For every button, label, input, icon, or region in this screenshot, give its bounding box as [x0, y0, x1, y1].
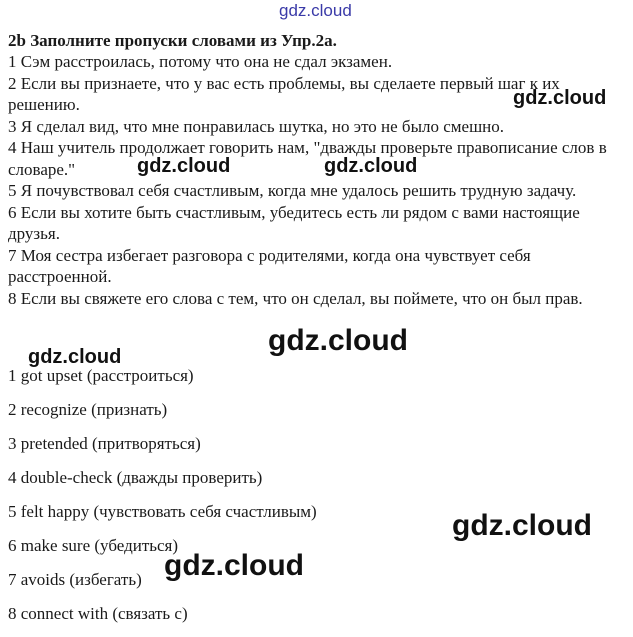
sentence-8: 8 Если вы свяжете его слова с тем, что он сделал, вы поймете, что он был прав. — [8, 288, 583, 308]
answer-1: 1 got upset (расстроиться) — [8, 366, 194, 385]
watermark: gdz.cloud — [164, 549, 304, 582]
watermark: gdz.cloud — [452, 509, 592, 542]
answer-2: 2 recognize (признать) — [8, 400, 168, 419]
answer-4: 4 double-check (дважды проверить) — [8, 468, 263, 487]
answer-list — [8, 365, 317, 637]
answer-6: 6 make sure (убедиться) — [8, 536, 179, 555]
answer-3: 3 pretended (притворяться) — [8, 434, 201, 453]
watermark: gdz.cloud — [513, 87, 607, 109]
sentence-6: 6 Если вы хотите быть счастливым, убедитесь есть ли рядом с вами настоящие друзья. — [8, 202, 580, 243]
answer-8: 8 connect with (связать с) — [8, 604, 188, 623]
watermark: gdz.cloud — [324, 155, 418, 177]
answer-5: 5 felt happy (чувствовать себя счастливым) — [8, 502, 317, 521]
sentence-1: 1 Сэм расстроилась, потому что она не сдал экзамен. — [8, 52, 393, 71]
watermark-top: gdz.cloud — [279, 1, 352, 20]
watermark: gdz.cloud — [28, 346, 122, 368]
sentence-5: 5 Я почувствовал себя счастливым, когда мне удалось решить трудную задачу. — [8, 181, 577, 200]
sentence-4: 4 Наш учитель продолжает говорить нам, "дважды проверьте правописание слов в словаре." — [8, 138, 607, 179]
watermark: gdz.cloud — [268, 324, 408, 357]
sentence-7: 7 Моя сестра избегает разговора с родителями, когда она чувствует себя расстроенной. — [8, 245, 531, 286]
exercise-body — [8, 30, 626, 309]
watermark: gdz.cloud — [137, 155, 231, 177]
sentence-3: 3 Я сделал вид, что мне понравилась шутка, но это не было смешно. — [8, 116, 505, 136]
answer-7: 7 avoids (избегать) — [8, 570, 142, 589]
sentence-2: 2 Если вы признаете, что у вас есть проблемы, вы сделаете первый шаг к их решению. — [8, 73, 560, 114]
exercise-heading: 2b Заполните пропуски словами из Упр.2а. — [8, 31, 337, 50]
